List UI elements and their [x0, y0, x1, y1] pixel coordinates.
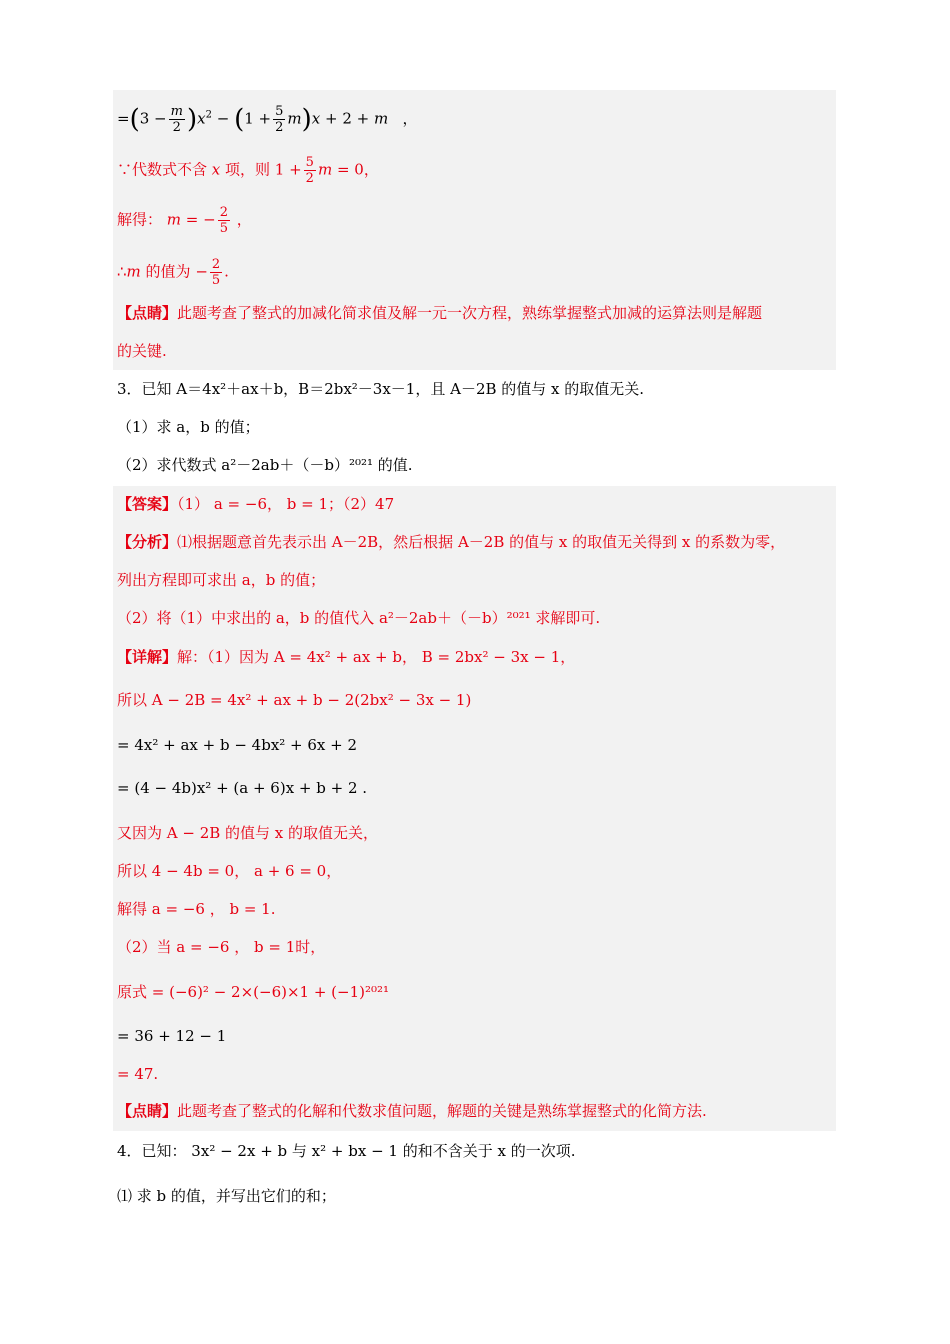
q3-detail-5: 又因为 A − 2B 的值与 x 的取值无关，: [117, 824, 379, 842]
q3-detail-10: = 36 + 12 − 1: [117, 1027, 227, 1045]
comment-text: 此题考查了整式的加减化简求值及解一元一次方程，熟练掌握整式加减的运算法则是解题: [177, 304, 763, 322]
detail-tag: 【详解】: [117, 648, 178, 666]
q3-part-2: （2）求代数式 a²－2ab＋（－b）²⁰²¹ 的值.: [117, 456, 413, 474]
q4-part-1: ⑴ 求 b 的值，并写出它们的和；: [117, 1187, 336, 1205]
analysis-tag: 【分析】: [117, 533, 178, 551]
q3-detail-9: 原式 = (−6)² − 2×(−6)×1 + (−1)²⁰²¹: [117, 983, 390, 1001]
q3-comment: [117, 1101, 707, 1121]
q3-answer: [117, 494, 394, 514]
comment-text: 此题考查了整式的化解和代数求值问题，解题的关键是熟练掌握整式的化简方法.: [177, 1102, 707, 1120]
q3-detail-3: = 4x² + ax + b − 4bx² + 6x + 2: [117, 736, 358, 754]
q3-detail-2: 所以 A − 2B = 4x² + ax + b − 2(2bx² − 3x − 1): [117, 691, 472, 709]
q3-analysis-3: （2）将（1）中求出的 a，b 的值代入 a²－2ab＋（－b）²⁰²¹ 求解即可.: [117, 609, 601, 627]
prev-comment-cont: 的关键.: [117, 342, 167, 360]
comment-tag: 【点睛】: [117, 1102, 178, 1120]
prev-solution-line-1: =(3 − $\frac{m}{2}$ )$x^2 - (1$ + $\frac{5}{2}$ m)x + 2 + m ，: [117, 104, 418, 135]
q3-part-1: （1）求 a，b 的值；: [117, 418, 260, 436]
q3-detail-8: （2）当 a = −6 ， b = 1时，: [117, 938, 326, 956]
prev-comment: [117, 303, 762, 323]
answer-tag: 【答案】: [117, 495, 178, 513]
q4-stem: 4．已知： 3x² − 2x + b 与 x² + bx − 1 的和不含关于 x 的一次项.: [117, 1142, 576, 1160]
q3-detail-11: = 47.: [117, 1065, 159, 1083]
prev-solution-line-4: ∴m 的值为 − $\frac{2}{5}$ .: [117, 257, 229, 288]
q3-detail-4: = (4 − 4b)x² + (a + 6)x + b + 2 .: [117, 779, 368, 797]
prev-solution-line-2: ∵代数式不含 x 项，则 1 + $\frac{5}{2}$ m = 0，: [117, 155, 379, 186]
q3-analysis-2: 列出方程即可求出 a，b 的值；: [117, 571, 326, 589]
prev-solution-line-3: 解得： m = − $\frac{2}{5}$ ，: [117, 205, 252, 236]
q3-stem: 3．已知 A＝4x²＋ax＋b，B＝2bx²－3x－1，且 A－2B 的值与 x 的取值无关.: [117, 380, 645, 398]
comment-tag: 【点睛】: [117, 304, 178, 322]
analysis-text: ⑴根据题意首先表示出 A－2B，然后根据 A－2B 的值与 x 的取值无关得到 x 的系数为零，: [177, 533, 786, 551]
answer-text: （1） a = −6， b = 1；（2）47: [177, 495, 395, 513]
detail-text: 解：（1）因为 A = 4x² + ax + b， B = 2bx² − 3x − 1，: [177, 648, 576, 666]
q3-detail-1: [117, 647, 575, 667]
q3-analysis: [117, 532, 785, 552]
q3-detail-7: 解得 a = −6 ， b = 1.: [117, 900, 276, 918]
q3-detail-6: 所以 4 − 4b = 0， a + 6 = 0，: [117, 862, 342, 880]
